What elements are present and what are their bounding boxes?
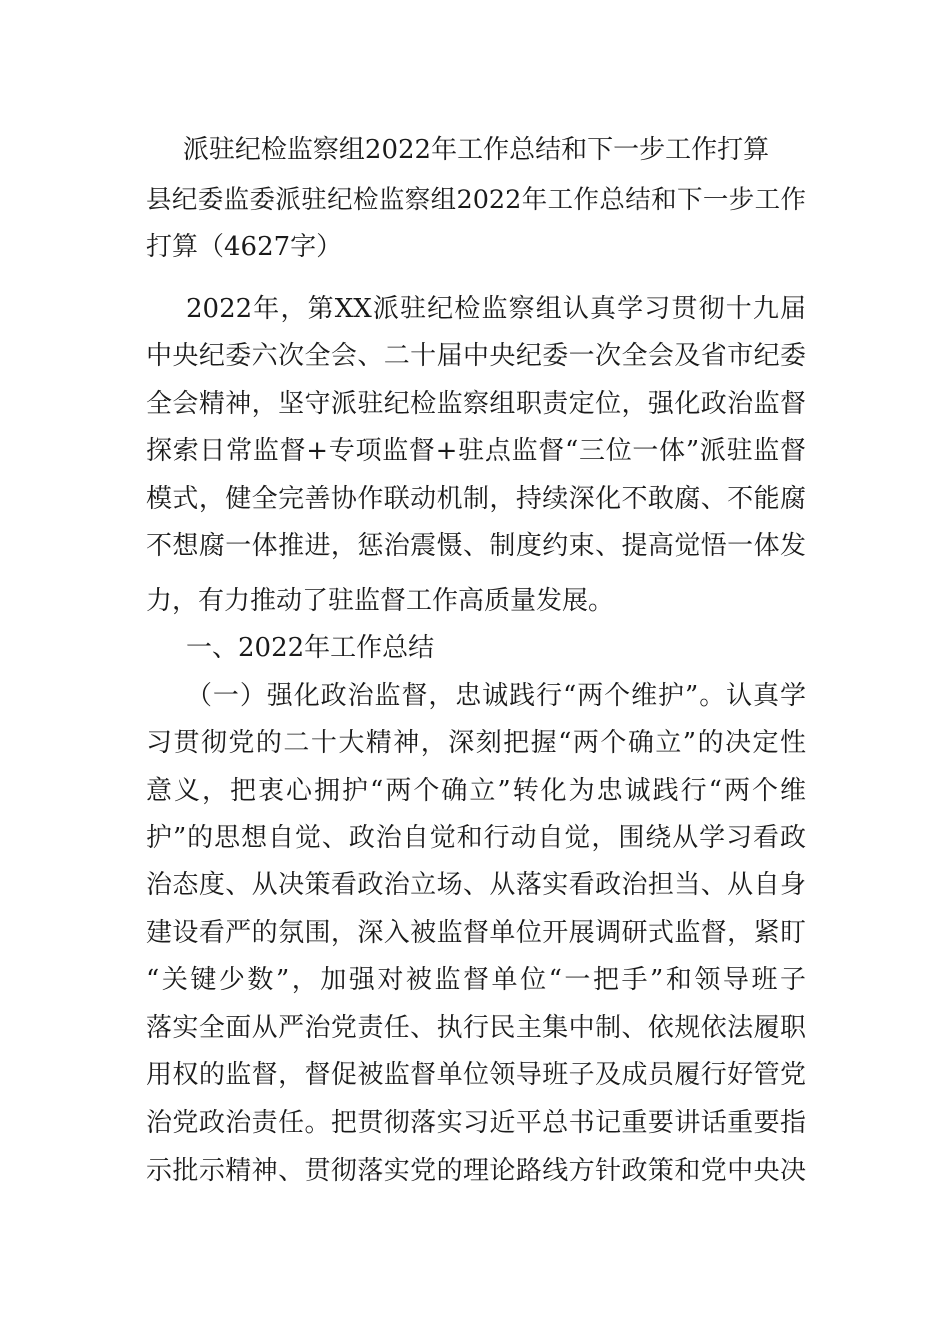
paragraph-line: 中央纪委六次全会、二十届中央纪委一次全会及省市纪委: [146, 341, 806, 371]
paragraph-line: 用权的监督，督促被监督单位领导班子及成员履行好管党: [146, 1060, 806, 1090]
section-heading: 一、2022年工作总结: [186, 633, 435, 663]
document-title: 派驻纪检监察组2022年工作总结和下一步工作打算: [182, 135, 770, 165]
paragraph-line: 建设看严的氛围，深入被监督单位开展调研式监督，紧盯: [146, 918, 806, 948]
paragraph-line: 落实全面从严治党责任、执行民主集中制、依规依法履职: [146, 1013, 806, 1043]
paragraph-line: “关键少数”，加强对被监督单位“一把手”和领导班子: [146, 965, 806, 995]
subtitle-line: 县纪委监委派驻纪检监察组2022年工作总结和下一步工作: [146, 185, 806, 215]
paragraph-line: 习贯彻党的二十大精神，深刻把握“两个确立”的决定性: [146, 728, 806, 758]
paragraph-line: 力，有力推动了驻监督工作高质量发展。: [146, 586, 615, 616]
paragraph-line: 治态度、从决策看政治立场、从落实看政治担当、从自身: [146, 870, 806, 900]
paragraph-line: 2022年，第XX派驻纪检监察组认真学习贯彻十九届: [186, 294, 806, 324]
paragraph-line: 护”的思想自觉、政治自觉和行动自觉，围绕从学习看政: [146, 823, 806, 853]
paragraph-line: 全会精神，坚守派驻纪检监察组职责定位，强化政治监督: [146, 389, 806, 419]
paragraph-line: 探索日常监督+专项监督+驻点监督“三位一体”派驻监督: [146, 436, 806, 466]
paragraph-line: 示批示精神、贯彻落实党的理论路线方针政策和党中央决: [146, 1156, 806, 1186]
paragraph-line: 不想腐一体推进，惩治震慑、制度约束、提高觉悟一体发: [146, 531, 806, 561]
paragraph-line: 意义，把衷心拥护“两个确立”转化为忠诚践行“两个维: [146, 776, 806, 806]
paragraph-line: 模式，健全完善协作联动机制，持续深化不敢腐、不能腐: [146, 484, 806, 514]
paragraph-line: （一）强化政治监督，忠诚践行“两个维护”。认真学: [186, 681, 806, 711]
paragraph-line: 治党政治责任。把贯彻落实习近平总书记重要讲话重要指: [146, 1108, 806, 1138]
subtitle-line: 打算（4627字）: [146, 232, 343, 262]
